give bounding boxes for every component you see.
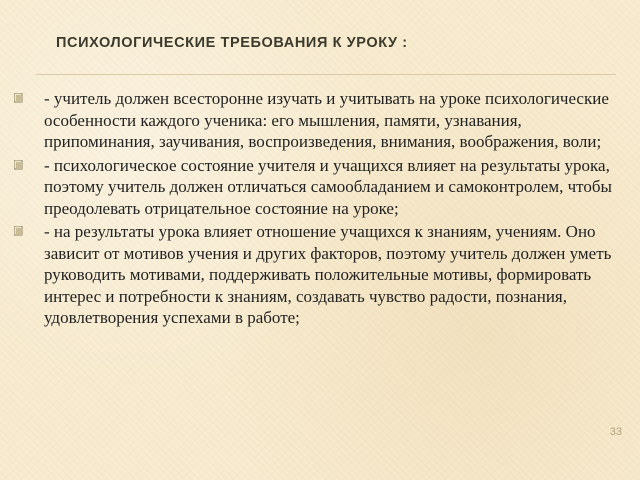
page-number: 33	[609, 426, 622, 438]
bullet-item	[12, 88, 622, 153]
bullet-item	[12, 155, 622, 220]
bullet-text: - психологическое состояние учителя и учащихся влияет на результаты урока, поэтому учитель должен отличаться самообладанием и самоконтролем, чтобы преодолевать отрицательное состояние на уроке;	[44, 155, 612, 218]
bullet-list	[12, 88, 622, 331]
bullet-text: - на результаты урока влияет отношение учащихся к знаниям, учениям. Оно зависит от мотивов учения и других факторов, поэтому учитель должен уметь руководить мотивами, поддерживать положительные мотивы, формировать интерес и потребности к знаниям, создавать чувство радости, познания, удовлетворения успехами в работе;	[44, 222, 612, 327]
square-bullet-icon	[14, 93, 23, 103]
square-bullet-icon	[14, 226, 23, 236]
bullet-text: - учитель должен всесторонне изучать и учитывать на уроке психологические особенности каждого ученика: его мышления, памяти, узнавания, припоминания, заучивания, воспроизведения, внимания, воображения, воли;	[44, 89, 609, 151]
square-bullet-icon	[14, 160, 23, 170]
slide-title: ПСИХОЛОГИЧЕСКИЕ ТРЕБОВАНИЯ К УРОКУ :	[56, 35, 408, 51]
title-divider	[36, 74, 616, 75]
bullet-item	[12, 221, 622, 329]
